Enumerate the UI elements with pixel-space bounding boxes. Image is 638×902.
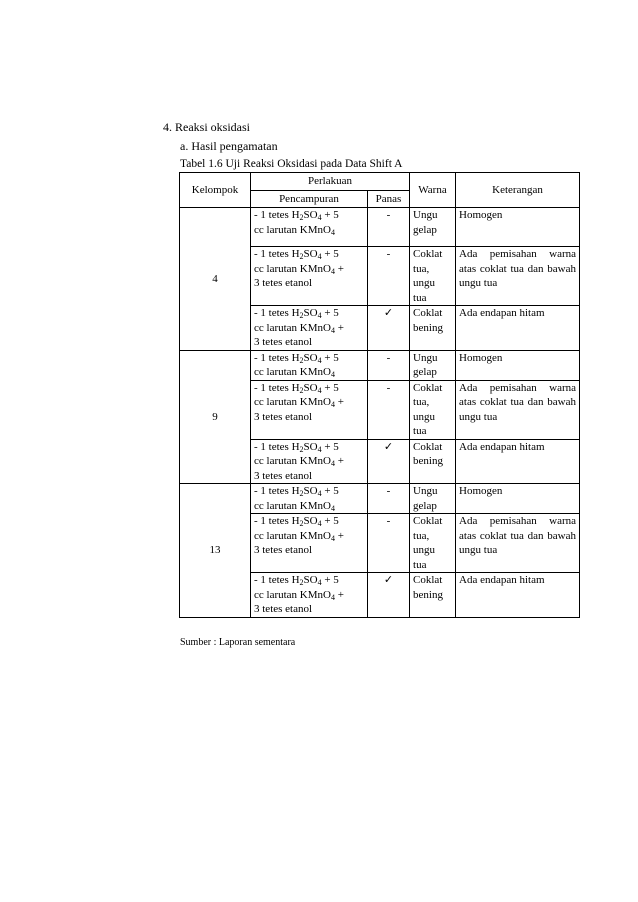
header-warna: Warna (410, 173, 456, 208)
keterangan-cell: Homogen (456, 208, 580, 247)
warna-cell: Ungu gelap (410, 208, 456, 247)
header-keterangan: Keterangan (456, 173, 580, 208)
keterangan-cell: Ada endapan hitam (456, 306, 580, 351)
panas-cell: - (368, 350, 410, 380)
pencampuran-cell: - 1 tetes $H_2SO_4 + 5$ cc larutan KMnO$_4$ + 3 tetes etanol (251, 573, 368, 618)
keterangan-cell: Ada pemisahan warna atas coklat tua dan bawah ungu tua (456, 247, 580, 306)
kelompok-cell: 9 (180, 350, 251, 484)
keterangan-cell: Ada endapan hitam (456, 573, 580, 618)
pencampuran-cell: - 1 tetes $H_2SO_4 + 5$ cc larutan KMnO$_4$ + 3 tetes etanol (251, 380, 368, 439)
pencampuran-cell: - 1 tetes $H_2SO_4 + 5$ cc larutan KMnO$_4$ + 3 tetes etanol (251, 247, 368, 306)
table-row (180, 208, 580, 247)
header-kelompok: Kelompok (180, 173, 251, 208)
table-row (180, 484, 580, 514)
panas-cell: - (368, 514, 410, 573)
warna-cell: Coklat bening (410, 439, 456, 484)
panas-cell: - (368, 208, 410, 247)
panas-cell: ✓ (368, 573, 410, 618)
pencampuran-cell: - 1 tetes $H_2SO_4 + 5$ cc larutan KMnO$_4$ (251, 484, 368, 514)
table-row (180, 350, 580, 380)
warna-cell: Coklat tua, ungu tua (410, 247, 456, 306)
pencampuran-cell: - 1 tetes $H_2SO_4 + 5$ cc larutan KMnO$_4$ (251, 208, 368, 247)
keterangan-cell: Ada pemisahan warna atas coklat tua dan bawah ungu tua (456, 380, 580, 439)
keterangan-cell: Ada endapan hitam (456, 439, 580, 484)
keterangan-cell: Ada pemisahan warna atas coklat tua dan bawah ungu tua (456, 514, 580, 573)
header-perlakuan: Perlakuan (251, 173, 410, 191)
warna-cell: Coklat tua, ungu tua (410, 380, 456, 439)
warna-cell: Coklat tua, ungu tua (410, 514, 456, 573)
pencampuran-cell: - 1 tetes $H_2SO_4 + 5$ cc larutan KMnO$_4$ + 3 tetes etanol (251, 514, 368, 573)
oxidation-table (179, 172, 580, 618)
panas-cell: - (368, 380, 410, 439)
header-pencampuran: Pencampuran (251, 190, 368, 208)
panas-cell: - (368, 484, 410, 514)
warna-cell: Coklat bening (410, 306, 456, 351)
warna-cell: Coklat bening (410, 573, 456, 618)
panas-cell: ✓ (368, 306, 410, 351)
header-panas: Panas (368, 190, 410, 208)
panas-cell: ✓ (368, 439, 410, 484)
table-caption: Tabel 1.6 Uji Reaksi Oksidasi pada Data Shift A (180, 158, 403, 170)
table-source: Sumber : Laporan sementara (180, 637, 296, 648)
warna-cell: Ungu gelap (410, 484, 456, 514)
pencampuran-cell: - 1 tetes $H_2SO_4 + 5$ cc larutan KMnO$_4$ (251, 350, 368, 380)
panas-cell: - (368, 247, 410, 306)
subsection-heading: a. Hasil pengamatan (180, 139, 278, 153)
pencampuran-cell: - 1 tetes $H_2SO_4 + 5$ cc larutan KMnO$_4$ + 3 tetes etanol (251, 439, 368, 484)
pencampuran-cell: - 1 tetes $H_2SO_4 + 5$ cc larutan KMnO$_4$ + 3 tetes etanol (251, 306, 368, 351)
warna-cell: Ungu gelap (410, 350, 456, 380)
keterangan-cell: Homogen (456, 484, 580, 514)
section-heading: 4. Reaksi oksidasi (163, 120, 250, 134)
kelompok-cell: 4 (180, 208, 251, 351)
kelompok-cell: 13 (180, 484, 251, 618)
keterangan-cell: Homogen (456, 350, 580, 380)
